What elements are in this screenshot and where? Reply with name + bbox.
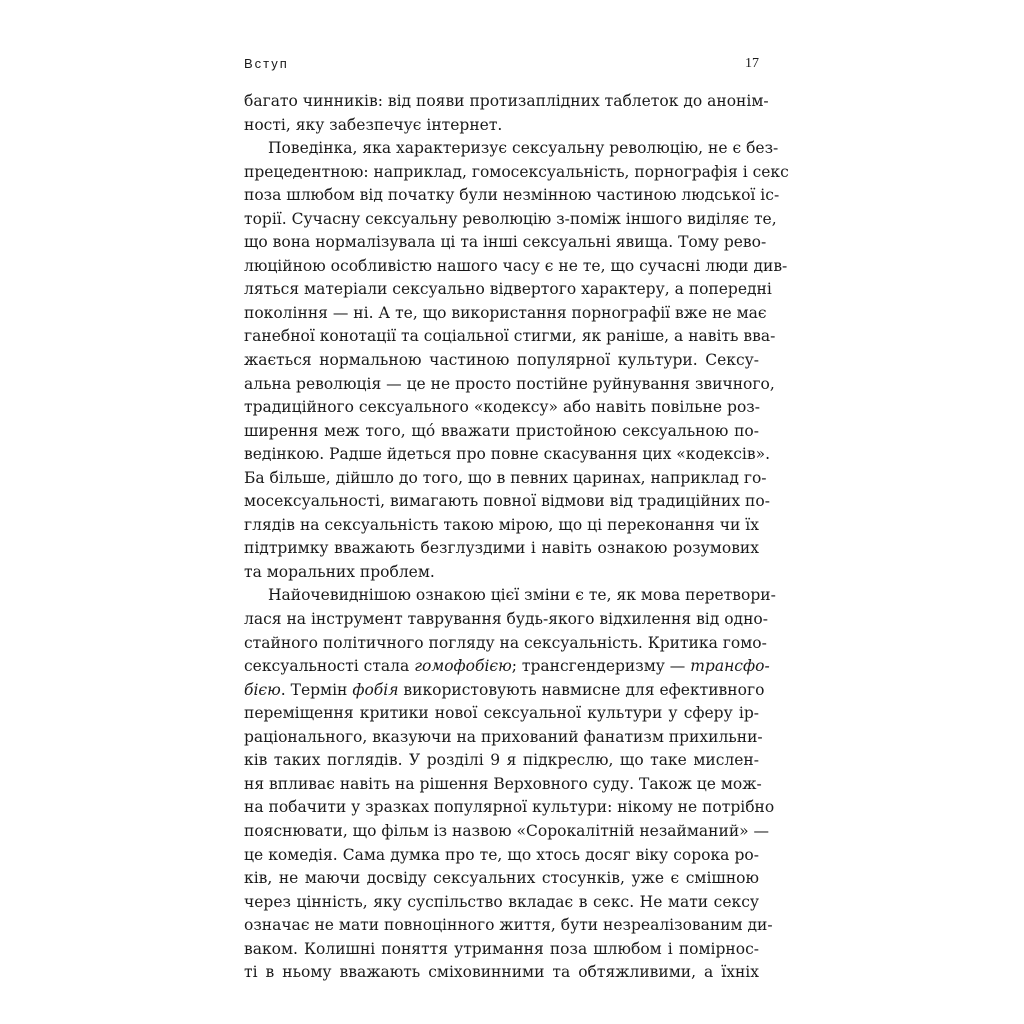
page-number: 17 [745, 56, 759, 71]
text-segment: альна революція — це не просто постійне руйнування звичного, [244, 374, 775, 393]
text-segment: багато чинників: від появи протизаплідних таблеток до анонім- [244, 92, 769, 110]
text-line [244, 726, 763, 750]
text-segment: та моральних проблем. [244, 562, 435, 581]
text-line [244, 867, 759, 891]
text-segment: традиційного сексуального «кодексу» або навіть повільне роз- [244, 398, 760, 417]
text-segment: стайного політичного погляду на сексуальність. Критика гомо- [244, 633, 767, 652]
running-title: Вступ [244, 56, 289, 71]
text-segment: ків таких поглядів. У розділі 9 я підкреслю, що таке мислен- [244, 751, 759, 770]
text-line [244, 161, 789, 185]
text-segment: Ба більше, дійшло до того, що в певних царинах, наприклад го- [244, 468, 767, 487]
text-line [244, 373, 775, 397]
text-line [244, 349, 759, 373]
italic-term: гомофобією [414, 657, 512, 676]
text-line [244, 914, 773, 938]
text-line [244, 114, 759, 138]
text-segment: Найочевиднішою ознакою цієї зміни є те, як мова перетвори- [268, 586, 776, 605]
text-segment: ляться матеріали сексуально відвертого характеру, а попередні [244, 280, 772, 299]
text-segment: сексуальності стала [244, 657, 415, 676]
text-line [244, 891, 759, 915]
text-line [244, 137, 779, 161]
text-line [244, 231, 767, 255]
text-segment: через цінність, яку суспільство вкладає в секс. Не мати сексу [244, 892, 759, 911]
text-segment: ширення меж того, що́ вважати пристойною сексуальною по- [244, 421, 759, 440]
text-segment: використовують навмисне для ефективного [398, 680, 765, 699]
text-segment: прецедентною: наприклад, гомосексуальність, порнографія і секс [244, 162, 789, 181]
text-line [244, 537, 759, 561]
text-segment: раціонального, вказуючи на прихований фанатизм прихильни- [244, 727, 763, 746]
text-line [244, 443, 770, 467]
text-segment: ганебної конотації та соціальної стигми, як раніше, а навіть вва- [244, 327, 776, 346]
text-segment: ності, яку забезпечує інтернет. [244, 115, 503, 134]
text-line [244, 655, 770, 679]
text-segment: лася на інструмент таврування будь-якого відхилення від одно- [244, 610, 769, 629]
text-line [244, 679, 765, 703]
text-segment: покоління — ні. А те, що використання порнографії вже не має [244, 303, 767, 322]
text-segment: торії. Сучасну сексуальну революцію з-поміж іншого виділяє те, [244, 209, 777, 228]
italic-term: трансфо- [690, 657, 770, 676]
text-line [244, 255, 788, 279]
text-segment: ваком. Колишні поняття утримання поза шлюбом і помірнос- [244, 939, 759, 958]
text-segment: . Термін [280, 680, 353, 699]
text-line [244, 702, 759, 726]
text-line [244, 961, 759, 985]
text-line [244, 584, 776, 608]
text-segment: ня впливає навіть на рішення Верховного суду. Також це мож- [244, 774, 762, 793]
text-line [244, 396, 759, 420]
running-head [244, 56, 759, 76]
text-line [244, 325, 776, 349]
text-line [244, 467, 767, 491]
text-segment: пояснювати, що фільм із назвою «Сорокалітній незайманий» — [244, 821, 770, 840]
text-segment: на побачити у зразках популярної культури: нікому не потрібно [244, 798, 775, 817]
text-segment: це комедія. Сама думка про те, що хтось досяг віку сорока ро- [244, 845, 759, 864]
text-line [244, 938, 759, 962]
text-segment: підтримку вважають безглуздими і навіть ознакою розумових [244, 539, 759, 558]
text-segment: жається нормальною частиною популярної культури. Сексу- [244, 351, 759, 370]
text-line [244, 844, 759, 868]
text-segment: що вона нормалізувала ці та інші сексуальні явища. Тому рево- [244, 233, 767, 252]
text-line [244, 796, 775, 820]
text-line [244, 608, 769, 632]
text-line [244, 820, 770, 844]
text-segment: означає не мати повноцінного життя, бути незреалізованим ди- [244, 916, 773, 935]
text-line [244, 749, 759, 773]
italic-term: фобія [352, 680, 399, 699]
text-segment: люційною особливістю нашого часу є не те, що сучасні люди див- [244, 256, 788, 275]
text-line [244, 490, 770, 514]
text-line [244, 632, 767, 656]
text-line [244, 302, 767, 326]
text-segment: ; трансгендеризму — [511, 657, 691, 676]
text-segment: ті в ньому вважають сміховинними та обтяжливими, а їхніх [244, 963, 759, 982]
text-line [244, 184, 780, 208]
text-segment: ведінкою. Радше йдеться про повне скасування цих «кодексів». [244, 445, 770, 464]
body-text [244, 90, 789, 985]
text-segment: Поведінка, яка характеризує сексуальну революцію, не є без- [268, 139, 779, 158]
text-segment: переміщення критики нової сексуальної культури у сферу ір- [244, 704, 759, 723]
text-line [244, 773, 762, 797]
book-page [244, 0, 789, 1024]
text-segment: глядів на сексуальність такою мірою, що ці переконання чи їх [244, 515, 759, 534]
text-line [244, 90, 769, 114]
italic-term: бією [244, 680, 281, 699]
text-line [244, 278, 772, 302]
text-segment: мосексуальності, вимагають повної відмови від традиційних по- [244, 492, 770, 511]
text-segment: поза шлюбом від початку були незмінною частиною людської іс- [244, 186, 780, 205]
text-segment: ків, не маючи досвіду сексуальних стосунків, уже є смішною [244, 869, 759, 888]
text-line [244, 420, 759, 444]
text-line [244, 561, 759, 585]
text-line [244, 208, 777, 232]
text-line [244, 514, 759, 538]
